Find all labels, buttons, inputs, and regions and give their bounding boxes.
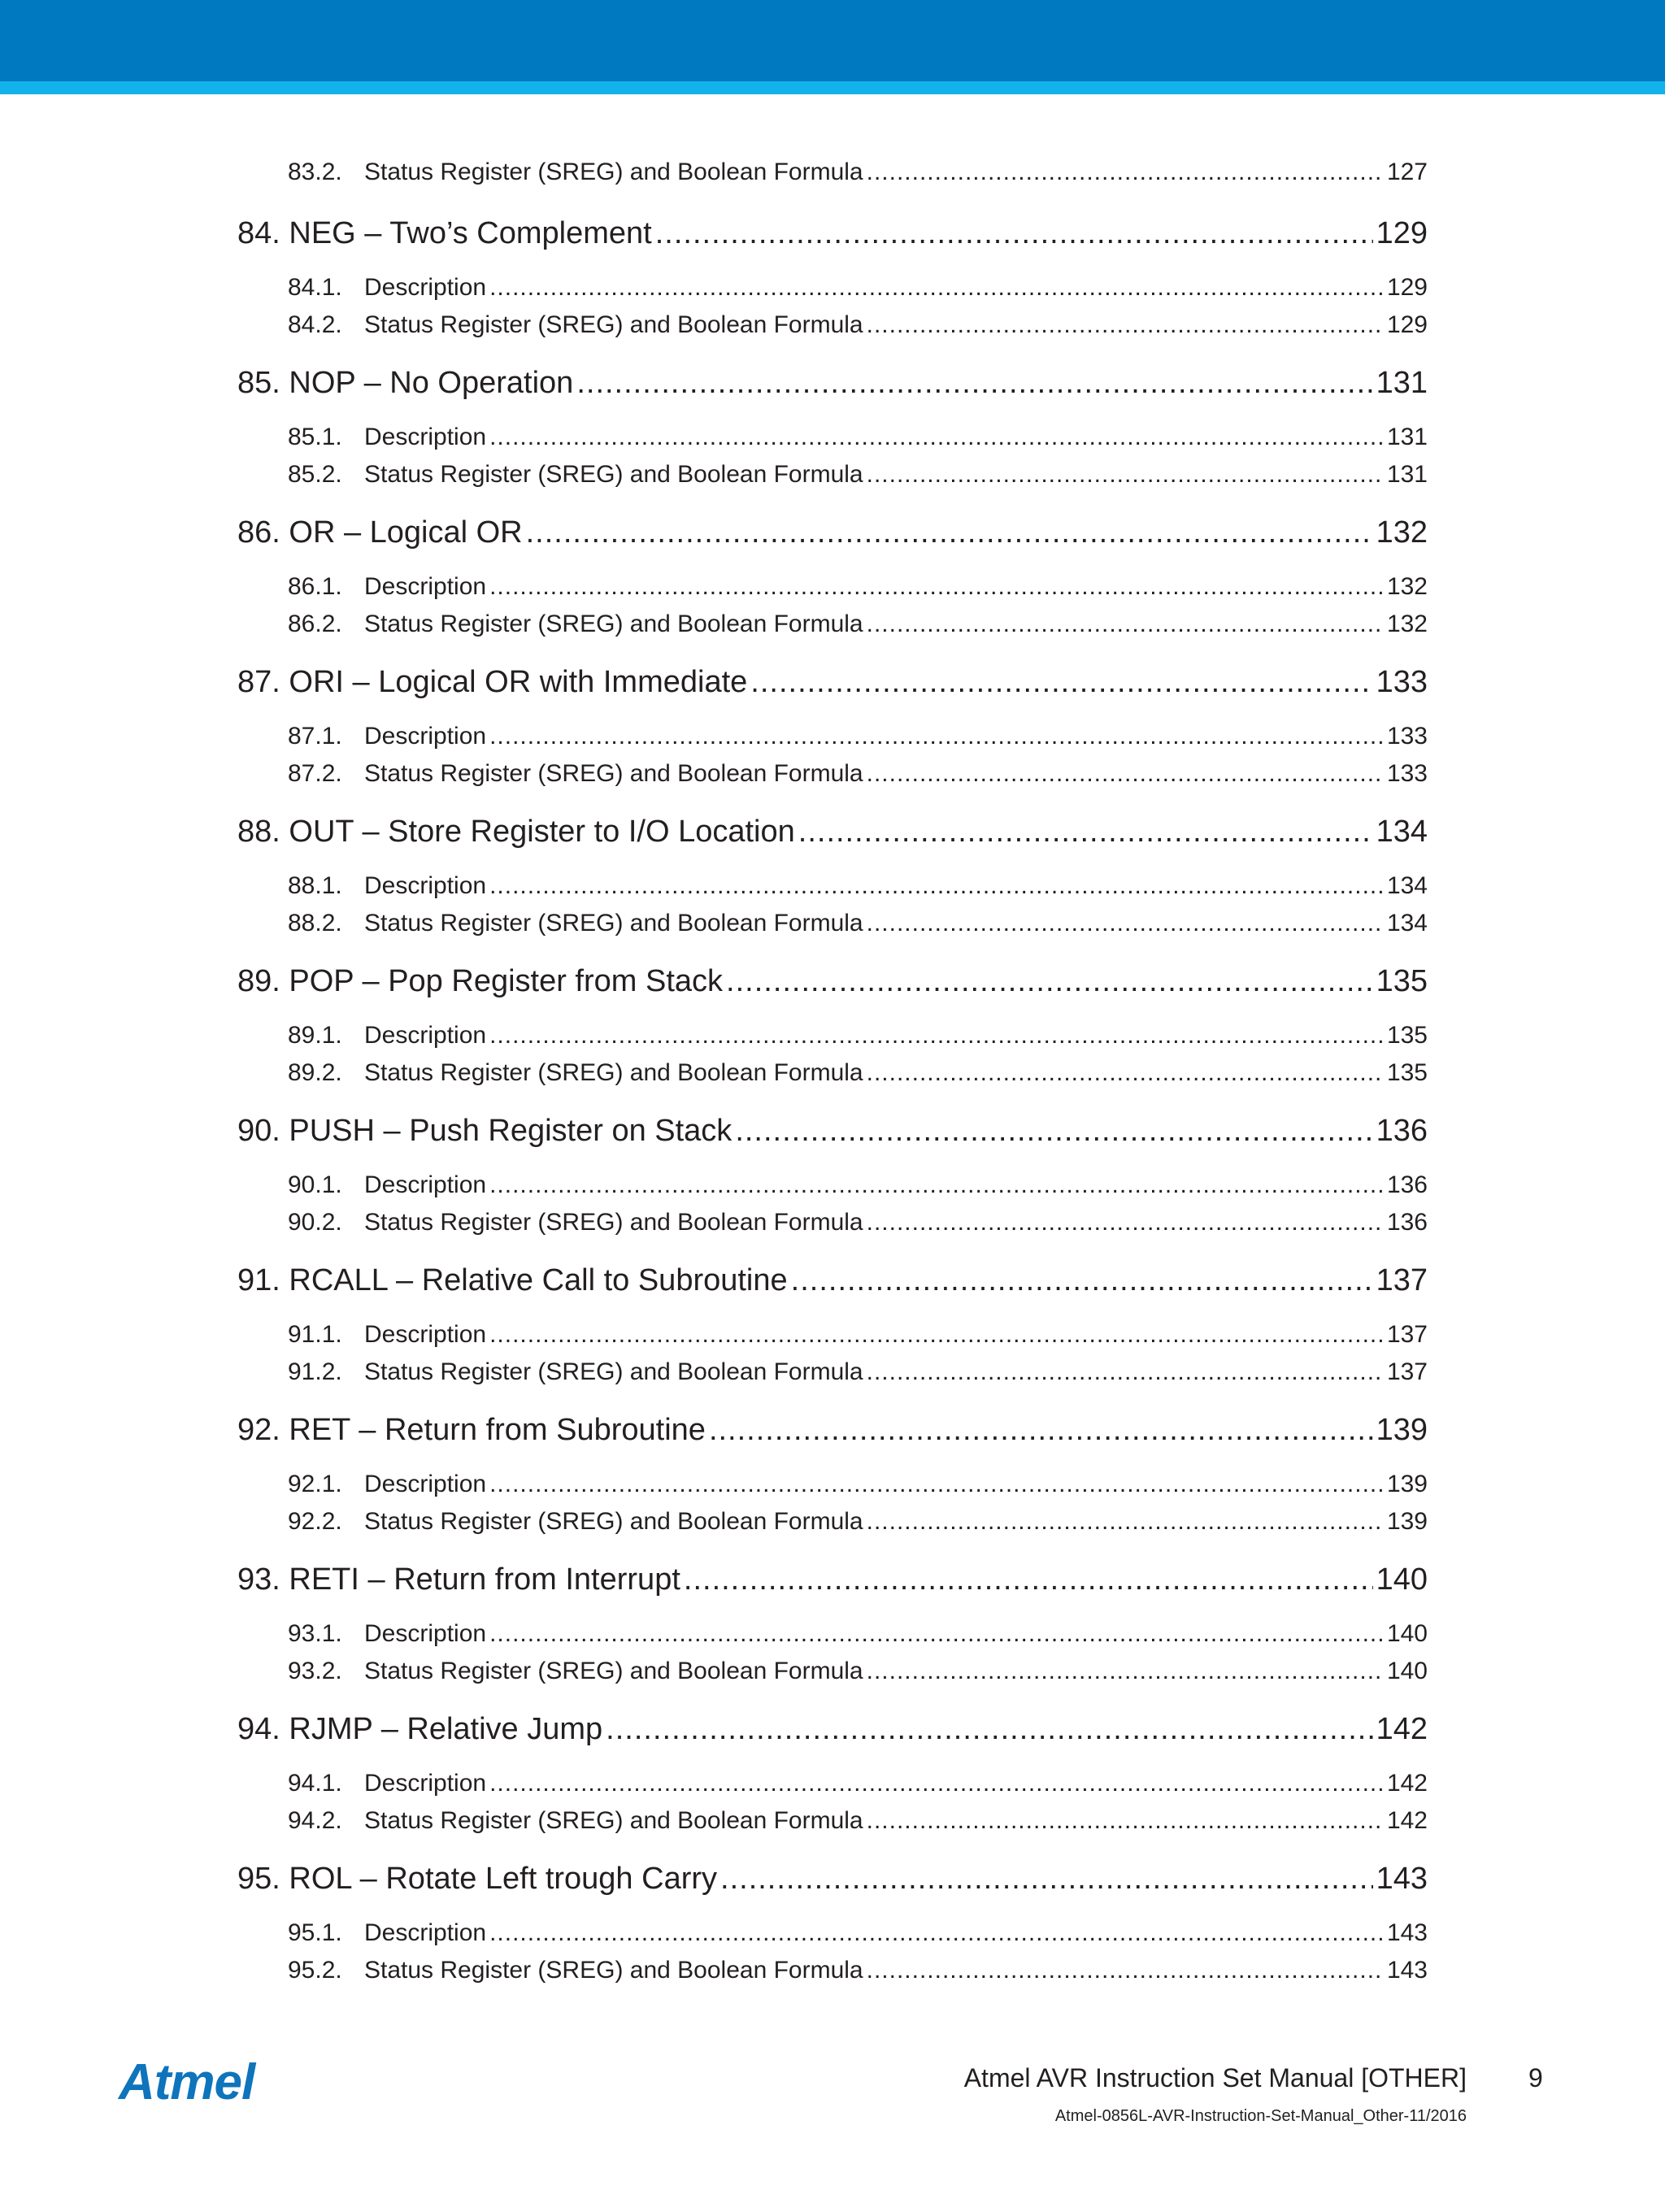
dot-leader xyxy=(489,719,1384,754)
toc-page: 135 xyxy=(1386,1022,1428,1049)
toc-page: 131 xyxy=(1376,366,1428,400)
dot-leader xyxy=(867,1953,1384,1988)
toc-page: 140 xyxy=(1386,1620,1428,1647)
toc-subsection-84-1[interactable] xyxy=(288,270,1428,306)
toc-title: Status Register (SREG) and Boolean Formula xyxy=(364,159,863,185)
toc-title: Description xyxy=(364,1770,487,1797)
header-stripe xyxy=(0,81,1665,94)
toc-section-93[interactable] xyxy=(237,1558,1428,1601)
toc-section-90[interactable] xyxy=(237,1109,1428,1153)
toc-page: 131 xyxy=(1386,461,1428,488)
toc-subsection-85-2[interactable] xyxy=(288,457,1428,493)
toc-subsection-93-2[interactable] xyxy=(288,1654,1428,1689)
toc-subsection-87-2[interactable] xyxy=(288,756,1428,792)
footer-document-title: Atmel AVR Instruction Set Manual [OTHER] xyxy=(963,2063,1467,2092)
toc-section-title: 93. RETI – Return from Interrupt xyxy=(237,1562,680,1597)
dot-leader xyxy=(867,457,1384,493)
toc-section-title: 89. POP – Pop Register from Stack xyxy=(237,964,724,998)
toc-subsection-87-1[interactable] xyxy=(288,719,1428,754)
toc-subsection-93-1[interactable] xyxy=(288,1616,1428,1652)
dot-leader xyxy=(489,419,1384,455)
dot-leader xyxy=(709,1408,1373,1452)
toc-number: 90.1. xyxy=(288,1171,342,1198)
toc-title: Description xyxy=(364,1321,487,1348)
toc-page: 132 xyxy=(1376,515,1428,550)
toc-subsection-86-2[interactable] xyxy=(288,606,1428,642)
toc-title: Description xyxy=(364,424,487,450)
dot-leader xyxy=(489,868,1384,904)
toc-page: 127 xyxy=(1386,159,1428,185)
dot-leader xyxy=(750,660,1372,704)
toc-subsection-89-1[interactable] xyxy=(288,1018,1428,1054)
toc-section-84[interactable] xyxy=(237,211,1428,255)
toc-number: 89.1. xyxy=(288,1022,342,1049)
toc-number: 86.2. xyxy=(288,611,342,637)
toc-title: Status Register (SREG) and Boolean Formula xyxy=(364,311,863,338)
toc-number: 91.1. xyxy=(288,1321,342,1348)
toc-page: 137 xyxy=(1386,1358,1428,1385)
toc-page: 139 xyxy=(1386,1471,1428,1497)
toc-page: 135 xyxy=(1386,1059,1428,1086)
toc-number: 86.1. xyxy=(288,573,342,600)
toc-number: 83.2. xyxy=(288,159,342,185)
toc-title: Status Register (SREG) and Boolean Formula xyxy=(364,1957,863,1984)
toc-number: 89.2. xyxy=(288,1059,342,1086)
toc-subsection-95-1[interactable] xyxy=(288,1915,1428,1951)
dot-leader xyxy=(867,154,1384,190)
toc-title: Status Register (SREG) and Boolean Formula xyxy=(364,760,863,787)
toc-page: 134 xyxy=(1386,910,1428,937)
toc-number: 87.1. xyxy=(288,723,342,750)
toc-number: 87.2. xyxy=(288,760,342,787)
dot-leader xyxy=(489,270,1384,306)
dot-leader xyxy=(489,1766,1384,1801)
toc-title: Description xyxy=(364,274,487,301)
toc-page: 140 xyxy=(1376,1562,1428,1597)
toc-number: 92.1. xyxy=(288,1471,342,1497)
toc-subsection-94-2[interactable] xyxy=(288,1803,1428,1839)
toc-page: 135 xyxy=(1376,964,1428,998)
toc-subsection-85-1[interactable] xyxy=(288,419,1428,455)
toc-page: 129 xyxy=(1386,274,1428,301)
toc-page: 133 xyxy=(1376,665,1428,699)
toc-section-title: 85. NOP – No Operation xyxy=(237,366,574,400)
toc-page: 137 xyxy=(1386,1321,1428,1348)
svg-text:Atmel: Atmel xyxy=(119,2055,255,2110)
toc-number: 85.1. xyxy=(288,424,342,450)
dot-leader xyxy=(867,906,1384,941)
toc-subsection-88-1[interactable] xyxy=(288,868,1428,904)
toc-subsection-94-1[interactable] xyxy=(288,1766,1428,1801)
toc-section-85[interactable] xyxy=(237,361,1428,405)
toc-subsection-91-1[interactable] xyxy=(288,1317,1428,1353)
toc-section-title: 88. OUT – Store Register to I/O Location xyxy=(237,815,795,849)
toc-number: 93.1. xyxy=(288,1620,342,1647)
toc-page: 133 xyxy=(1386,760,1428,787)
dot-leader xyxy=(867,606,1384,642)
dot-leader xyxy=(867,1354,1384,1390)
toc-title: Description xyxy=(364,723,487,750)
toc-title: Description xyxy=(364,573,487,600)
toc-section-91[interactable] xyxy=(237,1258,1428,1302)
dot-leader xyxy=(526,511,1373,554)
toc-page: 136 xyxy=(1386,1209,1428,1236)
toc-number: 85.2. xyxy=(288,461,342,488)
toc-page: 131 xyxy=(1386,424,1428,450)
toc-title: Description xyxy=(364,1171,487,1198)
header-band xyxy=(0,0,1665,81)
toc-title: Description xyxy=(364,1919,487,1946)
toc-section-92[interactable] xyxy=(237,1408,1428,1452)
toc-section-87[interactable] xyxy=(237,660,1428,704)
dot-leader xyxy=(576,361,1372,405)
dot-leader xyxy=(726,959,1373,1003)
dot-leader xyxy=(720,1857,1373,1901)
toc-subsection-86-1[interactable] xyxy=(288,569,1428,605)
toc-number: 88.1. xyxy=(288,872,342,899)
dot-leader xyxy=(655,211,1373,255)
toc-page: 143 xyxy=(1376,1862,1428,1896)
toc-section-88[interactable] xyxy=(237,810,1428,854)
toc-page: 140 xyxy=(1386,1658,1428,1684)
toc-page: 132 xyxy=(1386,611,1428,637)
toc-subsection-92-1[interactable] xyxy=(288,1467,1428,1502)
toc-number: 95.1. xyxy=(288,1919,342,1946)
toc-number: 84.1. xyxy=(288,274,342,301)
toc-number: 90.2. xyxy=(288,1209,342,1236)
toc-title: Description xyxy=(364,1471,487,1497)
toc-title: Status Register (SREG) and Boolean Formula xyxy=(364,910,863,937)
dot-leader xyxy=(867,1654,1384,1689)
dot-leader xyxy=(867,1504,1384,1540)
toc-section-94[interactable] xyxy=(237,1707,1428,1751)
dot-leader xyxy=(489,569,1384,605)
toc-title: Status Register (SREG) and Boolean Formula xyxy=(364,1508,863,1535)
toc-number: 95.2. xyxy=(288,1957,342,1984)
toc-title: Description xyxy=(364,872,487,899)
footer-document-id: Atmel-0856L-AVR-Instruction-Set-Manual_Other-11/2016 xyxy=(1054,2107,1467,2125)
toc-page: 136 xyxy=(1386,1171,1428,1198)
toc-section-title: 91. RCALL – Relative Call to Subroutine xyxy=(237,1263,788,1297)
toc-page: 137 xyxy=(1376,1263,1428,1297)
toc-page: 134 xyxy=(1376,815,1428,849)
dot-leader xyxy=(489,1915,1384,1951)
toc-page: 132 xyxy=(1386,573,1428,600)
toc-page: 129 xyxy=(1376,216,1428,250)
toc-section-95[interactable] xyxy=(237,1857,1428,1901)
toc-title: Status Register (SREG) and Boolean Formula xyxy=(364,1358,863,1385)
toc-title: Status Register (SREG) and Boolean Formula xyxy=(364,1807,863,1834)
toc-section-title: 87. ORI – Logical OR with Immediate xyxy=(237,665,748,699)
toc-page: 133 xyxy=(1386,723,1428,750)
toc-title: Status Register (SREG) and Boolean Formula xyxy=(364,611,863,637)
toc-page: 136 xyxy=(1376,1114,1428,1148)
toc-section-title: 86. OR – Logical OR xyxy=(237,515,523,550)
footer-page-number: 9 xyxy=(1528,2063,1543,2092)
toc-number: 88.2. xyxy=(288,910,342,937)
dot-leader xyxy=(867,307,1384,343)
toc-page: 134 xyxy=(1386,872,1428,899)
toc-section-title: 90. PUSH – Push Register on Stack xyxy=(237,1114,733,1148)
toc-page: 129 xyxy=(1386,311,1428,338)
toc-page: 139 xyxy=(1386,1508,1428,1535)
dot-leader xyxy=(489,1467,1384,1502)
dot-leader xyxy=(798,810,1373,854)
toc-subsection-91-2[interactable] xyxy=(288,1354,1428,1390)
toc-section-title: 94. RJMP – Relative Jump xyxy=(237,1712,603,1746)
toc-number: 92.2. xyxy=(288,1508,342,1535)
toc-title: Status Register (SREG) and Boolean Formula xyxy=(364,1658,863,1684)
toc-number: 91.2. xyxy=(288,1358,342,1385)
toc-number: 94.1. xyxy=(288,1770,342,1797)
dot-leader xyxy=(735,1109,1372,1153)
toc-section-title: 84. NEG – Two’s Complement xyxy=(237,216,652,250)
dot-leader xyxy=(867,1055,1384,1091)
dot-leader xyxy=(489,1317,1384,1353)
toc-subsection-90-1[interactable] xyxy=(288,1167,1428,1203)
dot-leader xyxy=(791,1258,1373,1302)
toc-number: 94.2. xyxy=(288,1807,342,1834)
toc-title: Status Register (SREG) and Boolean Formula xyxy=(364,1059,863,1086)
toc-title: Description xyxy=(364,1620,487,1647)
dot-leader xyxy=(489,1616,1384,1652)
toc-page: 143 xyxy=(1386,1919,1428,1946)
toc-number: 93.2. xyxy=(288,1658,342,1684)
toc-subsection-95-2[interactable] xyxy=(288,1953,1428,1988)
toc-number: 84.2. xyxy=(288,311,342,338)
toc-section-89[interactable] xyxy=(237,959,1428,1003)
toc-title: Status Register (SREG) and Boolean Formula xyxy=(364,1209,863,1236)
dot-leader xyxy=(489,1167,1384,1203)
atmel-logo xyxy=(117,2055,288,2110)
dot-leader xyxy=(867,756,1384,792)
dot-leader xyxy=(867,1205,1384,1241)
dot-leader xyxy=(489,1018,1384,1054)
toc-title: Description xyxy=(364,1022,487,1049)
toc-page: 143 xyxy=(1386,1957,1428,1984)
toc-subsection-84-2[interactable] xyxy=(288,307,1428,343)
dot-leader xyxy=(684,1558,1373,1601)
toc-subsection-92-2[interactable] xyxy=(288,1504,1428,1540)
toc-page: 142 xyxy=(1386,1807,1428,1834)
toc-section-86[interactable] xyxy=(237,511,1428,554)
toc-page: 139 xyxy=(1376,1413,1428,1447)
dot-leader xyxy=(867,1803,1384,1839)
dot-leader xyxy=(606,1707,1372,1751)
toc-subsection-90-2[interactable] xyxy=(288,1205,1428,1241)
toc-section-title: 92. RET – Return from Subroutine xyxy=(237,1413,706,1447)
toc-subsection-89-2[interactable] xyxy=(288,1055,1428,1091)
toc-title: Status Register (SREG) and Boolean Formula xyxy=(364,461,863,488)
toc-page: 142 xyxy=(1376,1712,1428,1746)
toc-subsection-88-2[interactable] xyxy=(288,906,1428,941)
toc-page: 142 xyxy=(1386,1770,1428,1797)
toc-section-title: 95. ROL – Rotate Left trough Carry xyxy=(237,1862,718,1896)
toc-subsection-83-2[interactable] xyxy=(288,154,1428,190)
